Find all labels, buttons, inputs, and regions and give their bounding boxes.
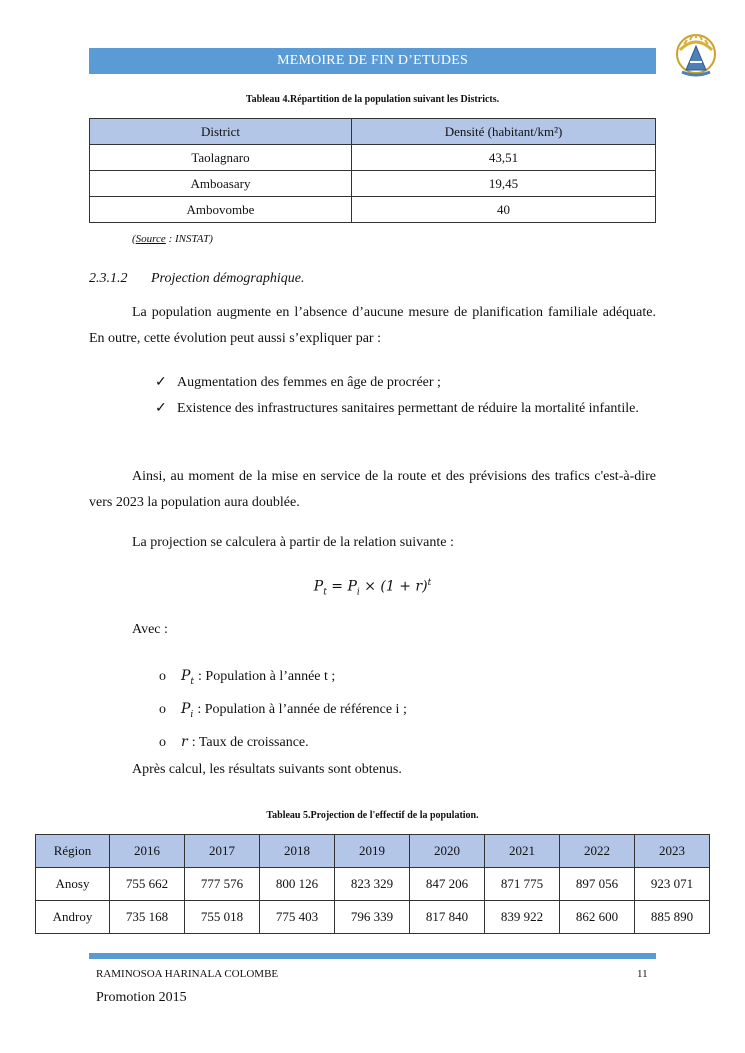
table-cell: 777 576 (185, 868, 260, 901)
check-icon: ✓ (155, 375, 167, 390)
formula-rhs-sub: i (356, 587, 360, 598)
section-number: 2.3.1.2 (89, 271, 128, 286)
column-header: 2021 (485, 835, 560, 868)
table-row (90, 171, 656, 197)
paragraph: Ainsi, au moment de la mise en service de la route et des prévisions des trafics c'est-à-dire vers 2023 la population aura doublée. (89, 469, 656, 510)
table-cell: Androy (36, 901, 110, 934)
table-cell: 796 339 (335, 901, 410, 934)
symbol: r (181, 733, 188, 750)
table5-caption: Tableau 5.Projection de l'effectif de la population. (266, 810, 479, 821)
check-icon: ✓ (155, 401, 167, 416)
table-cell: Amboasary (90, 171, 352, 197)
formula-rhs: P (347, 578, 357, 595)
symbol: $P_t$ (181, 668, 195, 687)
column-header: 2017 (185, 835, 260, 868)
definition-list (159, 663, 407, 756)
column-header: 2016 (110, 835, 185, 868)
paragraph: Après calcul, les résultats suivants sont obtenus. (132, 762, 402, 777)
table-row (36, 901, 710, 934)
table-cell: 817 840 (410, 901, 485, 934)
list-item-text: Augmentation des femmes en âge de procréer ; (177, 375, 441, 390)
table-cell: 800 126 (260, 868, 335, 901)
table-cell: 885 890 (635, 901, 710, 934)
list-item-text: Existence des infrastructures sanitaires permettant de réduire la mortalité infantile. (177, 401, 639, 416)
district-density-table (89, 118, 656, 223)
definition-text: : Population à l’année t ; (198, 669, 336, 684)
section-title: Projection démographique. (151, 271, 305, 286)
paragraph: La projection se calculera à partir de la relation suivante : (132, 535, 454, 550)
footer-divider (89, 953, 656, 959)
table-cell: 775 403 (260, 901, 335, 934)
bullet-list (155, 370, 656, 422)
table-cell: 735 168 (110, 901, 185, 934)
projection-formula (0, 578, 745, 597)
table-cell: 19,45 (352, 171, 656, 197)
column-header: Région (36, 835, 110, 868)
table-cell: Anosy (36, 868, 110, 901)
formula-lhs-sub: t (323, 587, 327, 598)
column-header: 2023 (635, 835, 710, 868)
circle-bullet-icon: o (159, 669, 166, 684)
circle-bullet-icon: o (159, 701, 166, 717)
formula-lhs: P (313, 578, 324, 595)
table-row (90, 197, 656, 223)
table-cell: Taolagnaro (90, 145, 352, 171)
list-item (159, 696, 407, 729)
table-cell: 871 775 (485, 868, 560, 901)
list-item (159, 729, 407, 756)
table-cell: 823 329 (335, 868, 410, 901)
footer-promotion: Promotion 2015 (96, 990, 187, 1005)
paragraph: La population augmente en l’absence d’aucune mesure de planification familiale adéquate. En outre, cette évolution peut aussi s’expliquer par : (89, 305, 656, 346)
symbol: $P_i$ (181, 700, 194, 720)
table-row (90, 145, 656, 171)
footer-author: RAMINOSOA HARINALA COLOMBE (96, 968, 279, 980)
table-cell: 40 (352, 197, 656, 223)
school-logo-icon (674, 32, 718, 80)
list-item (159, 663, 407, 696)
table-row (36, 868, 710, 901)
definition-text: : Taux de croissance. (191, 734, 309, 750)
table-cell: 862 600 (560, 901, 635, 934)
page-number: 11 (637, 968, 648, 980)
column-header: District (90, 119, 352, 145)
paragraph: Avec : (132, 622, 168, 637)
list-item (155, 370, 656, 396)
circle-bullet-icon: o (159, 734, 166, 750)
table-cell: 755 018 (185, 901, 260, 934)
column-header: 2020 (410, 835, 485, 868)
formula-exp: t (427, 578, 432, 588)
column-header: Densité (habitant/km²) (352, 119, 656, 145)
table-cell: 839 922 (485, 901, 560, 934)
table-cell: Ambovombe (90, 197, 352, 223)
column-header: 2019 (335, 835, 410, 868)
table-cell: 755 662 (110, 868, 185, 901)
population-projection-table (35, 834, 710, 934)
list-item (155, 396, 656, 422)
table-cell: 923 071 (635, 868, 710, 901)
definition-text: : Population à l’année de référence i ; (197, 701, 407, 717)
formula-times: × (1 + r) (359, 578, 428, 595)
table-header-row (36, 835, 710, 868)
source-label: Source (135, 233, 166, 245)
column-header: 2018 (260, 835, 335, 868)
table4-caption: Tableau 4.Répartition de la population suivant les Districts. (245, 94, 500, 105)
section-heading (89, 271, 304, 287)
page-header (89, 48, 656, 74)
source-rest: : INSTAT) (165, 233, 213, 245)
column-header: 2022 (560, 835, 635, 868)
table-cell: 847 206 (410, 868, 485, 901)
header-title: MEMOIRE DE FIN D’ETUDES (277, 53, 468, 68)
table-cell: 897 056 (560, 868, 635, 901)
formula-eq: = (326, 578, 348, 595)
table-cell: 43,51 (352, 145, 656, 171)
table4-source (132, 233, 213, 245)
table-header-row (90, 119, 656, 145)
source-open: ( (132, 233, 136, 245)
